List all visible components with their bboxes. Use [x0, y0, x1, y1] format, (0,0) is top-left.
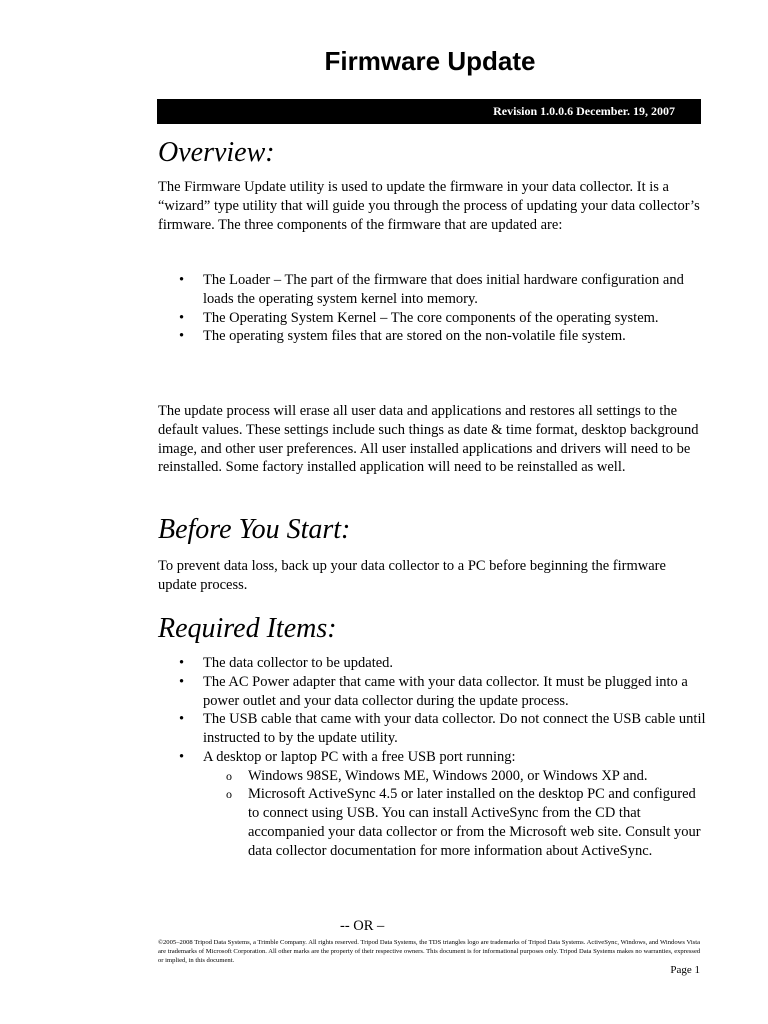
pc-requirements-sublist — [203, 767, 706, 861]
list-item: • The operating system files that are stored on the non-volatile file system. — [158, 327, 706, 346]
page-number: Page 1 — [670, 964, 700, 976]
firmware-components-list — [158, 271, 706, 346]
before-you-start-text: To prevent data loss, back up your data collector to a PC before beginning the firmware update process. — [158, 558, 666, 593]
sub-list-item: o Microsoft ActiveSync 4.5 or later installed on the desktop PC and configured to connect using USB. You can install ActiveSync from the CD that accompanied your data collector or from the Microsoft web site. Consult your data collector documentation for more information about ActiveSync. — [203, 785, 706, 860]
before-you-start-heading: Before You Start: — [158, 514, 351, 545]
required-items-heading: Required Items: — [158, 613, 337, 644]
list-item: • The Loader – The part of the firmware that does initial hardware configuration and loads the operating system kernel into memory. — [158, 271, 706, 309]
list-item: • The Operating System Kernel – The core components of the operating system. — [158, 309, 706, 328]
page-title: Firmware Update — [324, 46, 536, 76]
list-item-text: A desktop or laptop PC with a free USB port running: — [203, 748, 516, 765]
list-item — [158, 748, 706, 861]
sub-list-item: o Windows 98SE, Windows ME, Windows 2000, or Windows XP and. — [203, 767, 706, 786]
list-item: • The AC Power adapter that came with your data collector. It must be plugged into a power outlet and your data collector during the update process. — [158, 673, 706, 711]
revision-bar — [157, 99, 701, 124]
required-items-list — [158, 654, 706, 860]
or-separator: -- OR – — [340, 918, 385, 934]
overview-intro: The Firmware Update utility is used to update the firmware in your data collector. It is a “wizard” type utility that will guide you through the process of updating your data collector’s firmware. The three components of the firmware that are updated are: — [158, 179, 700, 233]
footer-legal-text: ©2005–2008 Tripod Data Systems, a Trimble Company. All rights reserved. Tripod Data Systems, the TDS triangles logo are trademarks of Tripod Data Systems. ActiveSync, Windows, and Windows Vista are trademarks of Microsoft Corporation. All other marks are the property of their respective owners. This document is for informational purposes only. Tripod Data Systems makes no warranties, expressed or implied, in this document. — [158, 939, 701, 964]
overview-heading: Overview: — [158, 137, 275, 168]
list-item: • The data collector to be updated. — [158, 654, 706, 673]
revision-label: Revision 1.0.0.6 December. 19, 2007 — [493, 104, 675, 118]
list-item: • The USB cable that came with your data collector. Do not connect the USB cable until instructed to by the update utility. — [158, 710, 706, 748]
overview-note: The update process will erase all user data and applications and restores all settings to the default values. These settings include such things as date & time format, desktop background image, and other user preferences. All user installed applications and drivers will need to be reinstalled. Some factory installed application will need to be reinstalled as well. — [158, 403, 699, 476]
